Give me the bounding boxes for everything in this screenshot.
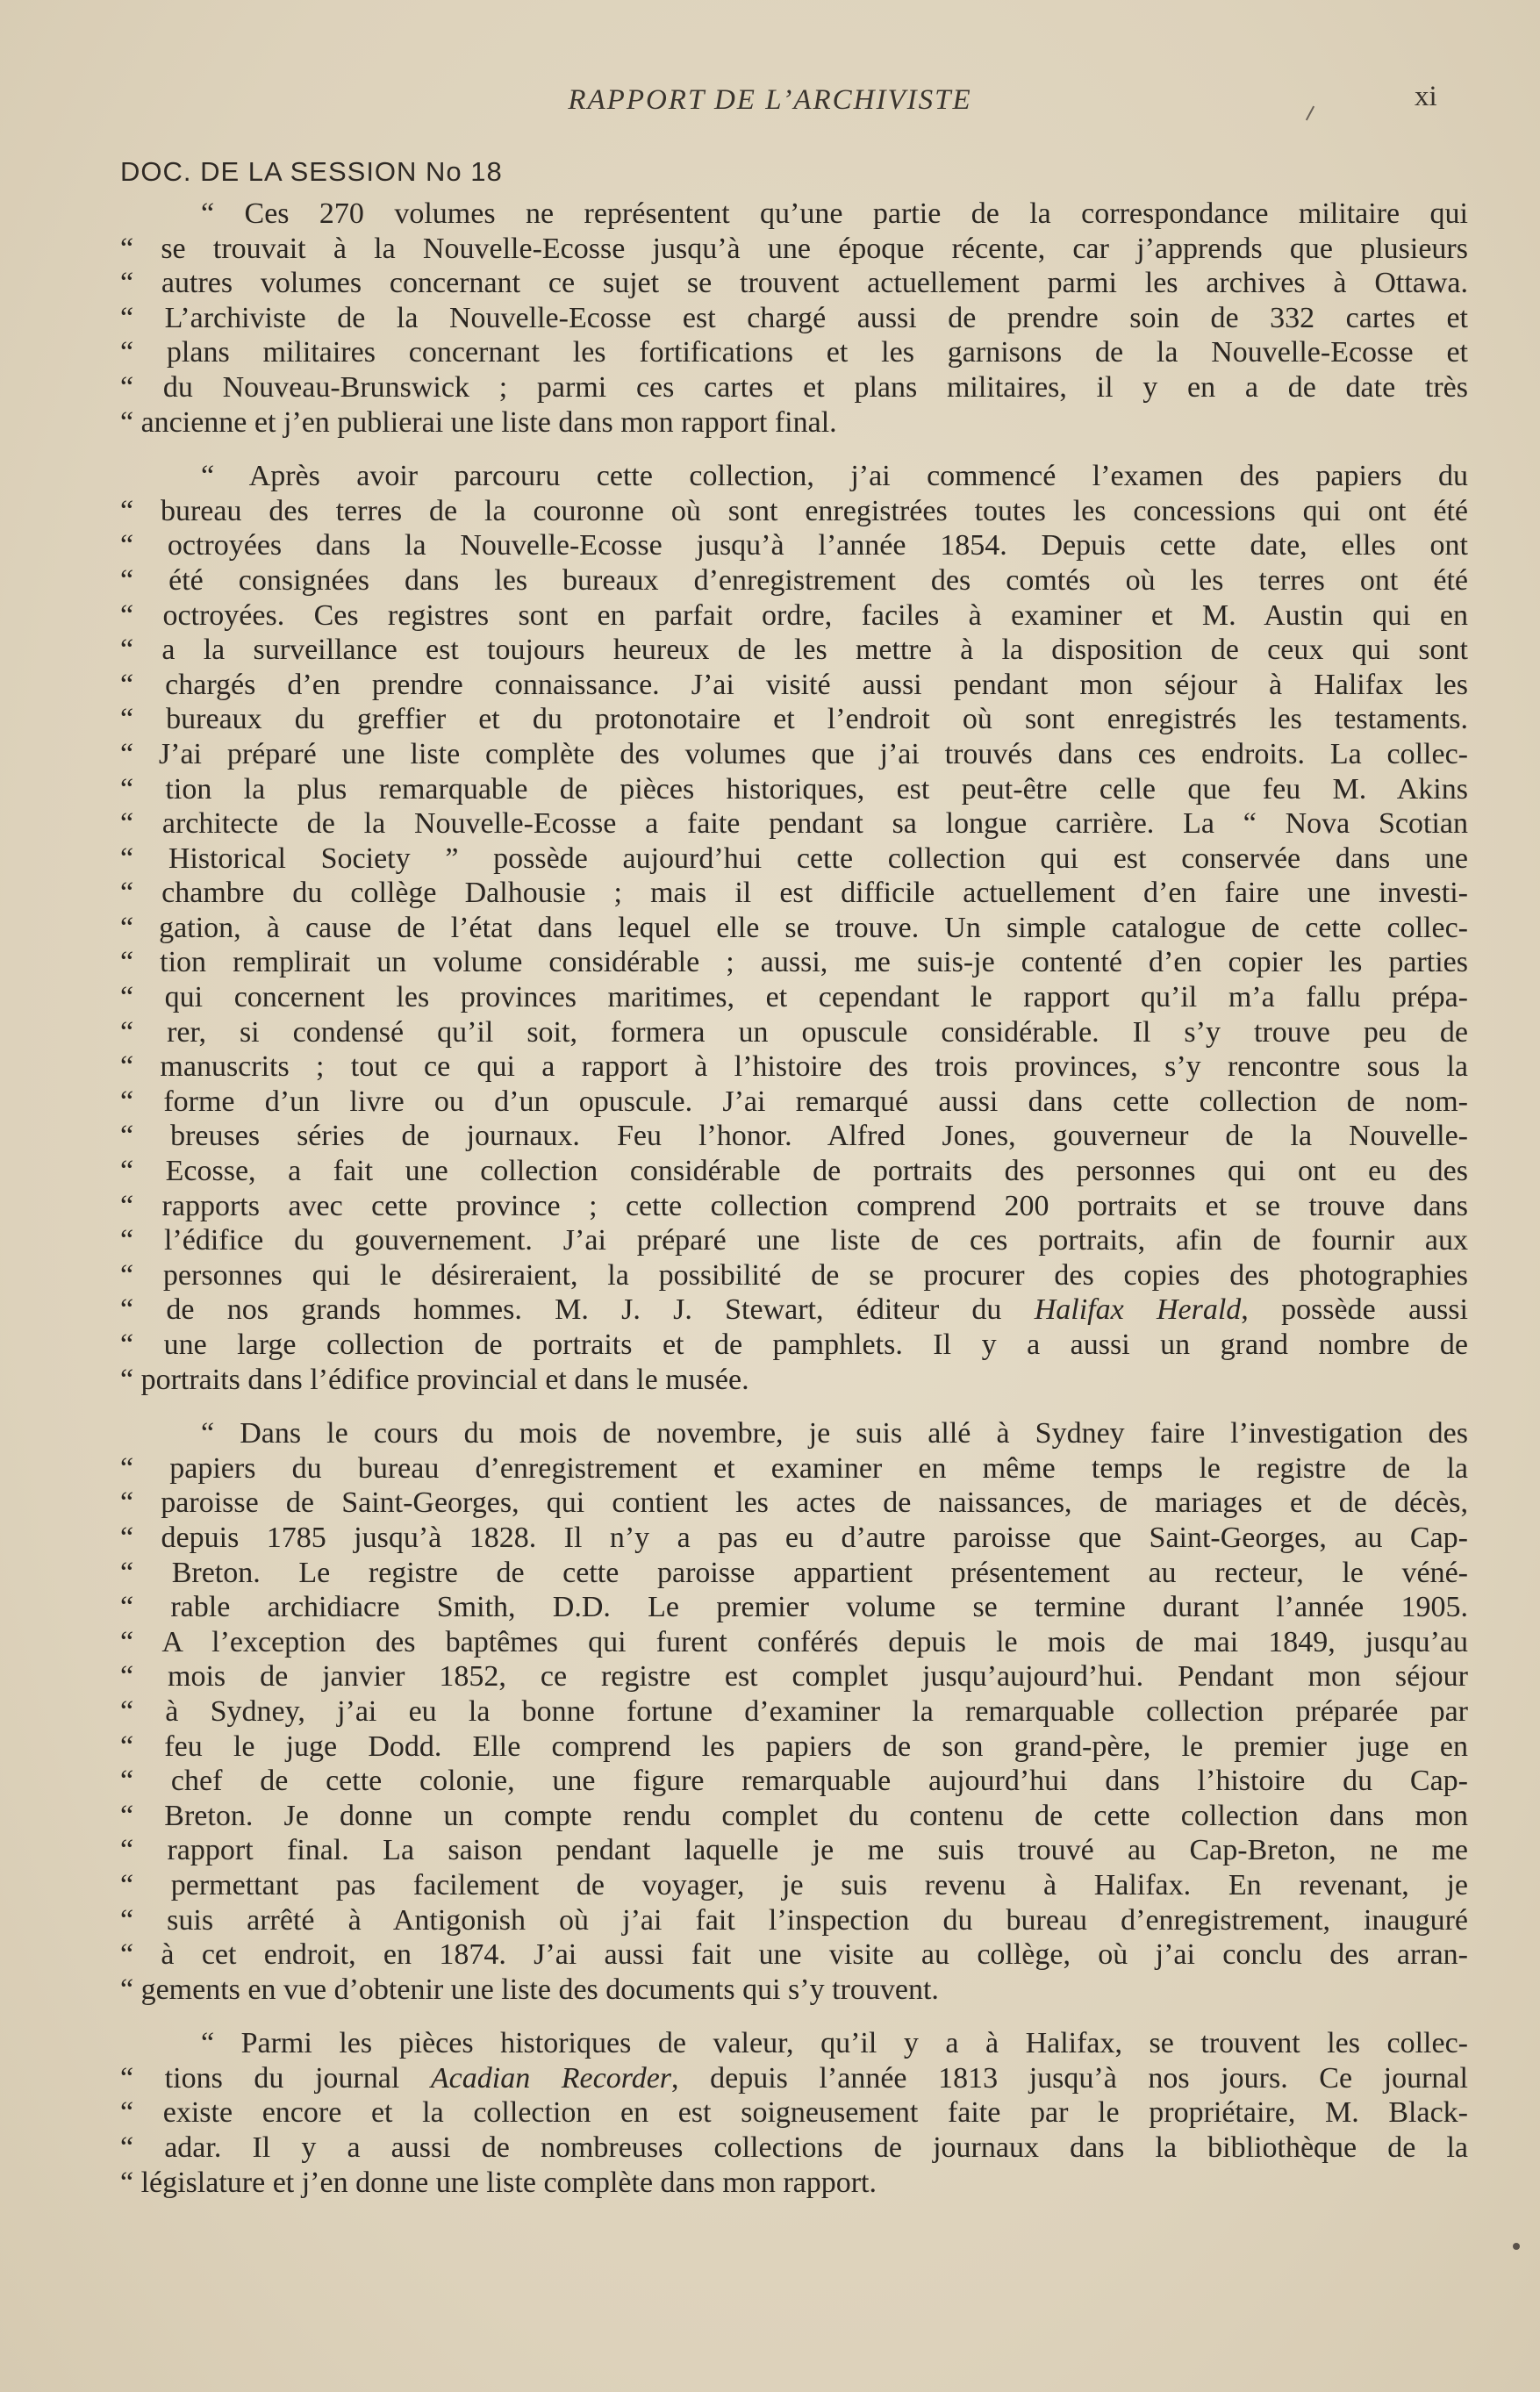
page-number: xi <box>1415 81 1437 112</box>
text-line: “ chambre du collège Dalhousie ; mais il est difficile actuellement d’en faire une investi- <box>120 877 1468 910</box>
text-line: “ législature et j’en donne une liste complète dans mon rapport. <box>120 2166 877 2199</box>
text-line: “ A l’exception des baptêmes qui furent conférés depuis le mois de mai 1849, jusqu’au <box>120 1625 1468 1658</box>
text-line: “ a la surveillance est toujours heureux de les mettre à la disposition de ceux qui sont <box>120 634 1468 667</box>
text-line: “ tion remplirait un volume considérable ; aussi, me suis-je contenté d’en copier les parties <box>120 946 1468 979</box>
text-line: “ Ces 270 volumes ne représentent qu’une partie de la correspondance militaire qui <box>201 197 1468 230</box>
doc-session-header: DOC. DE LA SESSION No 18 <box>120 156 503 187</box>
text-line: “ une large collection de portraits et de pamphlets. Il y a aussi un grand nombre de <box>120 1328 1468 1361</box>
text-line: “ rer, si condensé qu’il soit, formera un opuscule considérable. Il s’y trouve peu de <box>120 1015 1468 1049</box>
text-line: “ Dans le cours du mois de novembre, je suis allé à Sydney faire l’investigation des <box>201 1417 1468 1450</box>
text-line: “ J’ai préparé une liste complète des volumes que j’ai trouvés dans ces endroits. La collec- <box>120 737 1468 770</box>
text-line: “ L’archiviste de la Nouvelle-Ecosse est chargé aussi de prendre soin de 332 cartes et <box>120 301 1468 334</box>
text-line: “ papiers du bureau d’enregistrement et examiner en même temps le registre de la <box>120 1451 1468 1485</box>
text-line: “ tion la plus remarquable de pièces historiques, est peut-être celle que feu M. Akins <box>120 772 1468 806</box>
running-head: RAPPORT DE L’ARCHIVISTE <box>568 84 972 116</box>
text-line: “ Après avoir parcouru cette collection, j’ai commencé l’examen des papiers du <box>201 460 1468 493</box>
text-line: “ Historical Society ” possède aujourd’hui cette collection qui est conservée dans une <box>120 841 1468 875</box>
text-line: “ rapport final. La saison pendant laquelle je me suis trouvé au Cap-Breton, ne me <box>120 1834 1468 1867</box>
text-line: “ tions du journal Acadian Recorder, depuis l’année 1813 jusqu’à nos jours. Ce journal <box>120 2061 1468 2095</box>
text-line: “ bureaux du greffier et du protonotaire et l’endroit où sont enregistrés les testaments. <box>120 703 1468 736</box>
text-line: “ de nos grands hommes. M. J. J. Stewart, éditeur du Halifax Herald, possède aussi <box>120 1293 1468 1327</box>
text-line: “ Breton. Je donne un compte rendu complet du contenu de cette collection dans mon <box>120 1799 1468 1832</box>
text-line: “ plans militaires concernant les fortifications et les garnisons de la Nouvelle-Ecosse et <box>120 336 1468 369</box>
text-line: “ Parmi les pièces historiques de valeur, qu’il y a à Halifax, se trouvent les collec- <box>201 2027 1468 2060</box>
text-line: “ Ecosse, a fait une collection considérable de portraits des personnes qui ont eu des <box>120 1155 1468 1188</box>
text-line: “ mois de janvier 1852, ce registre est complet jusqu’aujourd’hui. Pendant mon séjour <box>120 1660 1468 1694</box>
paragraph <box>120 2026 1468 2200</box>
text-line: “ gation, à cause de l’état dans lequel elle se trouve. Un simple catalogue de cette collec- <box>120 911 1468 944</box>
paper-speck <box>1513 2243 1520 2250</box>
paragraph <box>120 459 1468 1397</box>
text-line: “ permettant pas facilement de voyager, je suis revenu à Halifax. En revenant, je <box>120 1868 1468 1901</box>
body-text <box>120 197 1468 2209</box>
text-line: “ architecte de la Nouvelle-Ecosse a faite pendant sa longue carrière. La “ Nova Scotian <box>120 807 1468 841</box>
text-line: “ octroyées. Ces registres sont en parfait ordre, faciles à examiner et M. Austin qui en <box>120 598 1468 632</box>
text-line: “ ancienne et j’en publierai une liste dans mon rapport final. <box>120 405 837 439</box>
paragraph <box>120 197 1468 440</box>
text-line: “ octroyées dans la Nouvelle-Ecosse jusqu’à l’année 1854. Depuis cette date, elles ont <box>120 529 1468 562</box>
text-line: “ suis arrêté à Antigonish où j’ai fait l’inspection du bureau d’enregistrement, inauguré <box>120 1903 1468 1937</box>
text-line: “ été consignées dans les bureaux d’enregistrement des comtés où les terres ont été <box>120 563 1468 597</box>
text-line: “ breuses séries de journaux. Feu l’honor. Alfred Jones, gouverneur de la Nouvelle- <box>120 1120 1468 1153</box>
text-line: “ existe encore et la collection en est soigneusement faite par le propriétaire, M. Black- <box>120 2096 1468 2130</box>
text-line: “ feu le juge Dodd. Elle comprend les papiers de son grand-père, le premier juge en <box>120 1730 1468 1763</box>
text-line: “ Breton. Le registre de cette paroisse appartient présentement au recteur, le véné- <box>120 1556 1468 1589</box>
text-line: “ rable archidiacre Smith, D.D. Le premier volume se termine durant l’année 1905. <box>120 1591 1468 1624</box>
text-line: “ paroisse de Saint-Georges, qui contient les actes de naissances, de mariages et de décès, <box>120 1486 1468 1520</box>
text-line: “ se trouvait à la Nouvelle-Ecosse jusqu’à une époque récente, car j’apprends que plusieurs <box>120 232 1468 265</box>
text-line: “ autres volumes concernant ce sujet se trouvent actuellement parmi les archives à Ottawa. <box>120 267 1468 300</box>
text-line: “ forme d’un livre ou d’un opuscule. J’ai remarqué aussi dans cette collection de nom- <box>120 1085 1468 1118</box>
paragraph <box>120 1416 1468 2007</box>
text-line: “ manuscrits ; tout ce qui a rapport à l’histoire des trois provinces, s’y rencontre sous la <box>120 1050 1468 1084</box>
text-line: “ à cet endroit, en 1874. J’ai aussi fait une visite au collège, où j’ai conclu des arran- <box>120 1938 1468 1972</box>
text-line: “ du Nouveau-Brunswick ; parmi ces cartes et plans militaires, il y en a de date très <box>120 370 1468 404</box>
text-line: “ depuis 1785 jusqu’à 1828. Il n’y a pas eu d’autre paroisse que Saint-Georges, au Cap- <box>120 1521 1468 1554</box>
text-line: “ chargés d’en prendre connaissance. J’ai visité aussi pendant mon séjour à Halifax les <box>120 668 1468 701</box>
text-line: “ qui concernent les provinces maritimes, et cependant le rapport qu’il m’a fallu prépa- <box>120 981 1468 1014</box>
text-line: “ rapports avec cette province ; cette collection comprend 200 portraits et se trouve dans <box>120 1189 1468 1222</box>
text-line: “ gements en vue d’obtenir une liste des documents qui s’y trouvent. <box>120 1973 939 2006</box>
text-line: “ l’édifice du gouvernement. J’ai préparé une liste de ces portraits, afin de fournir aux <box>120 1224 1468 1257</box>
text-line: “ chef de cette colonie, une figure remarquable aujourd’hui dans l’histoire du Cap- <box>120 1765 1468 1798</box>
text-line: “ à Sydney, j’ai eu la bonne fortune d’examiner la remarquable collection préparée par <box>120 1694 1468 1728</box>
text-line: “ personnes qui le désireraient, la possibilité de se procurer des copies des photographies <box>120 1258 1468 1292</box>
text-line: “ adar. Il y a aussi de nombreuses collections de journaux dans la bibliothèque de la <box>120 2131 1468 2165</box>
text-line: “ bureau des terres de la couronne où sont enregistrées toutes les concessions qui ont été <box>120 494 1468 527</box>
text-line: “ portraits dans l’édifice provincial et dans le musée. <box>120 1363 749 1396</box>
